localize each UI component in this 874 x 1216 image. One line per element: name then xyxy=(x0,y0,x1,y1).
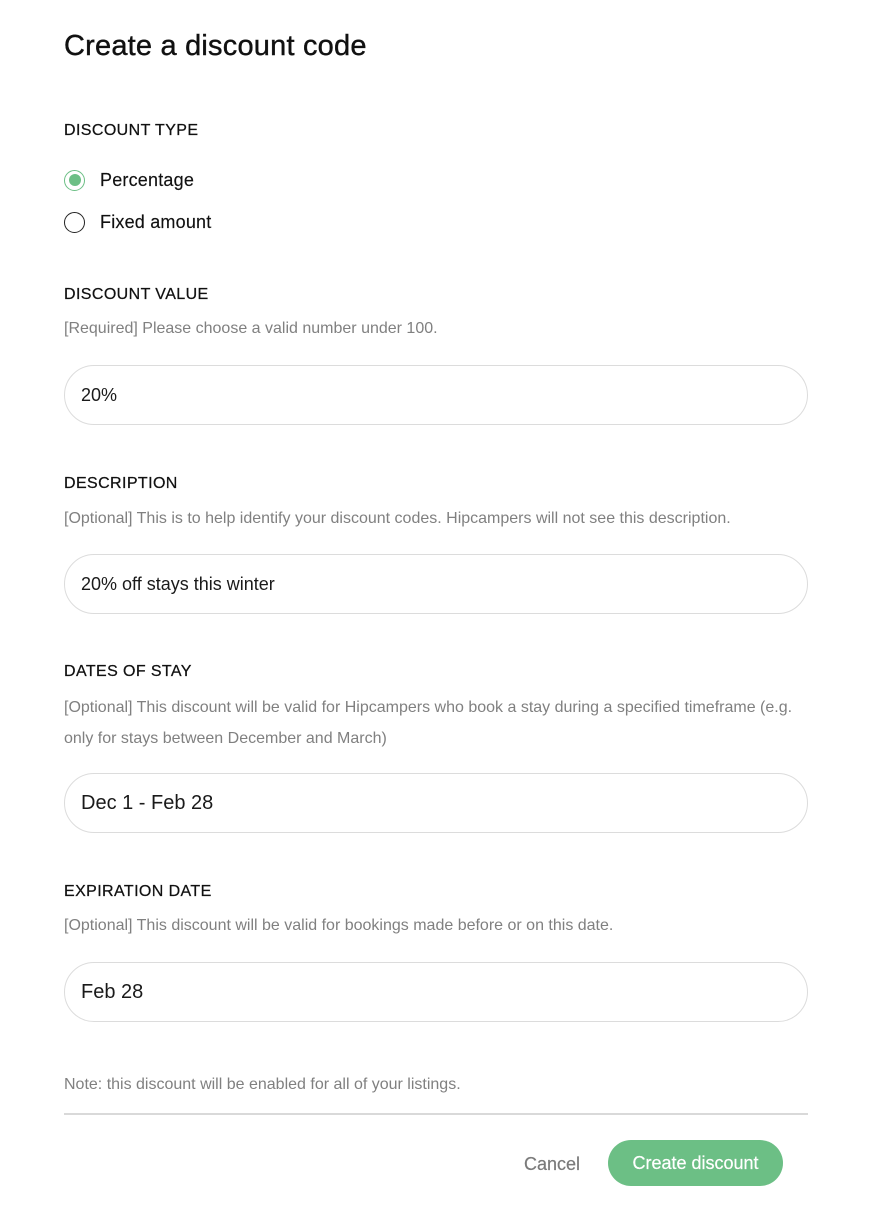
radio-option-fixed-amount[interactable] xyxy=(64,209,211,235)
expiration-date-input[interactable] xyxy=(64,962,808,1022)
radio-option-label: Fixed amount xyxy=(100,211,212,232)
listings-note: Note: this discount will be enabled for all of your listings. xyxy=(64,1076,461,1093)
radio-option-label: Percentage xyxy=(100,169,195,190)
dates-of-stay-input[interactable] xyxy=(64,773,808,833)
cancel-button[interactable]: Cancel xyxy=(504,1142,600,1186)
description-input[interactable] xyxy=(64,554,808,614)
footer-divider xyxy=(64,1113,808,1115)
expiration-date-label: EXPIRATION DATE xyxy=(64,883,212,900)
create-discount-button[interactable]: Create discount xyxy=(608,1140,783,1186)
description-label: DESCRIPTION xyxy=(64,475,178,492)
radio-checked-icon[interactable] xyxy=(64,170,85,191)
discount-value-hint: [Required] Please choose a valid number under 100. xyxy=(64,320,438,337)
discount-type-label: DISCOUNT TYPE xyxy=(64,122,199,139)
dates-of-stay-hint: [Optional] This discount will be valid for Hipcampers who book a stay during a specified timeframe (e.g. only for stays between December and March) xyxy=(64,699,793,747)
discount-value-input[interactable] xyxy=(64,365,808,425)
expiration-date-hint: [Optional] This discount will be valid for bookings made before or on this date. xyxy=(64,917,614,934)
discount-value-label: DISCOUNT VALUE xyxy=(64,286,209,303)
description-hint: [Optional] This is to help identify your discount codes. Hipcampers will not see this description. xyxy=(64,510,731,527)
radio-unchecked-icon[interactable] xyxy=(64,212,85,233)
page-title: Create a discount code xyxy=(64,30,367,62)
radio-option-percentage[interactable] xyxy=(64,167,194,193)
dates-of-stay-label: DATES OF STAY xyxy=(64,663,192,680)
